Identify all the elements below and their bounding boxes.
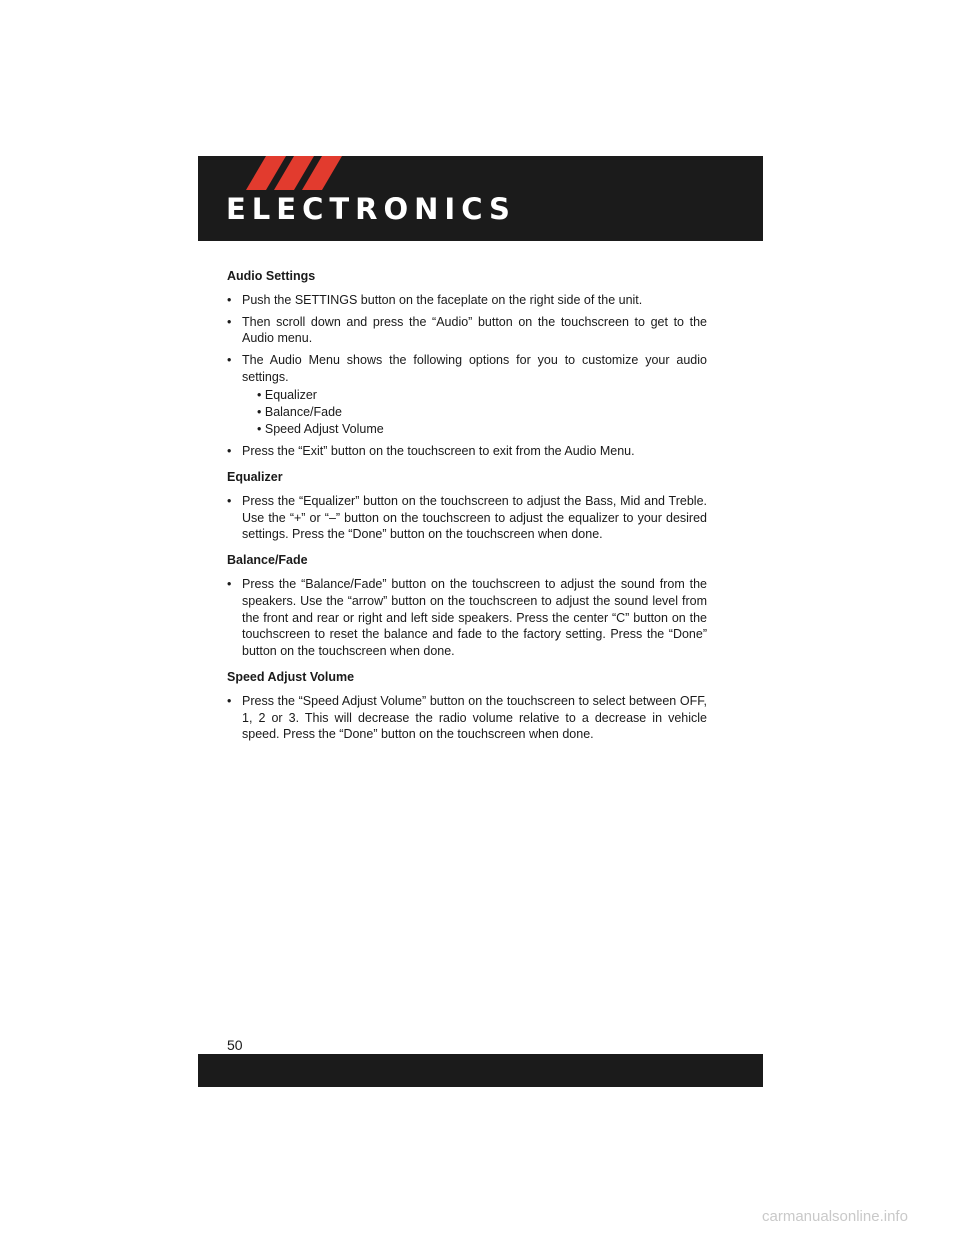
audio-menu-options (242, 387, 707, 438)
page-content (227, 268, 707, 748)
option-equalizer: • Equalizer (257, 387, 707, 404)
heading-equalizer: Equalizer (227, 469, 283, 484)
brand-stripes-icon (246, 156, 346, 190)
list-item: • Push the SETTINGS button on the faceplate on the right side of the unit. (227, 292, 707, 309)
page-number: 50 (227, 1037, 243, 1053)
audio-settings-list (227, 292, 707, 460)
list-item (227, 352, 707, 438)
section-header (198, 156, 763, 241)
watermark[interactable]: carmanualsonline.info (762, 1208, 908, 1225)
heading-audio-settings: Audio Settings (227, 269, 316, 283)
option-balance-fade: • Balance/Fade (257, 404, 707, 421)
list-item: • Press the “Exit” button on the touchscreen to exit from the Audio Menu. (227, 443, 707, 460)
speed-adjust-volume-list (227, 693, 707, 743)
footer-bar (198, 1054, 763, 1087)
heading-speed-adjust-volume: Speed Adjust Volume (227, 669, 355, 684)
equalizer-list (227, 493, 707, 543)
balance-fade-list (227, 576, 707, 660)
list-item: • Press the “Balance/Fade” button on the touchscreen to adjust the sound from the speakers. Use the “arrow” button on the touchscreen to adjust the sound level from the front and rear or right and left side speakers. Press the center “C” button on the touchscreen to reset the balance and fade to the factory setting. Press the “Done” button on the touchscreen when done. (227, 576, 707, 660)
list-item-text: The Audio Menu shows the following options for you to customize your audio settings. (242, 353, 707, 384)
option-speed-adjust-volume: • Speed Adjust Volume (257, 421, 707, 438)
list-item: • Press the “Speed Adjust Volume” button on the touchscreen to select between OFF, 1, 2 or 3. This will decrease the radio volume relative to a decrease in vehicle speed. Press the “Done” button on the touchscreen when done. (227, 693, 707, 743)
heading-balance-fade: Balance/Fade (227, 553, 308, 568)
section-title: ELECTRONICS (226, 192, 516, 226)
list-item: • Then scroll down and press the “Audio” button on the touchscreen to get to the Audio menu. (227, 314, 707, 348)
list-item: • Press the “Equalizer” button on the touchscreen to adjust the Bass, Mid and Treble. Use the “+” or “–” button on the touchscreen to adjust the equalizer to your desired settings. Press the “Done” button on the touchscreen when done. (227, 493, 707, 543)
